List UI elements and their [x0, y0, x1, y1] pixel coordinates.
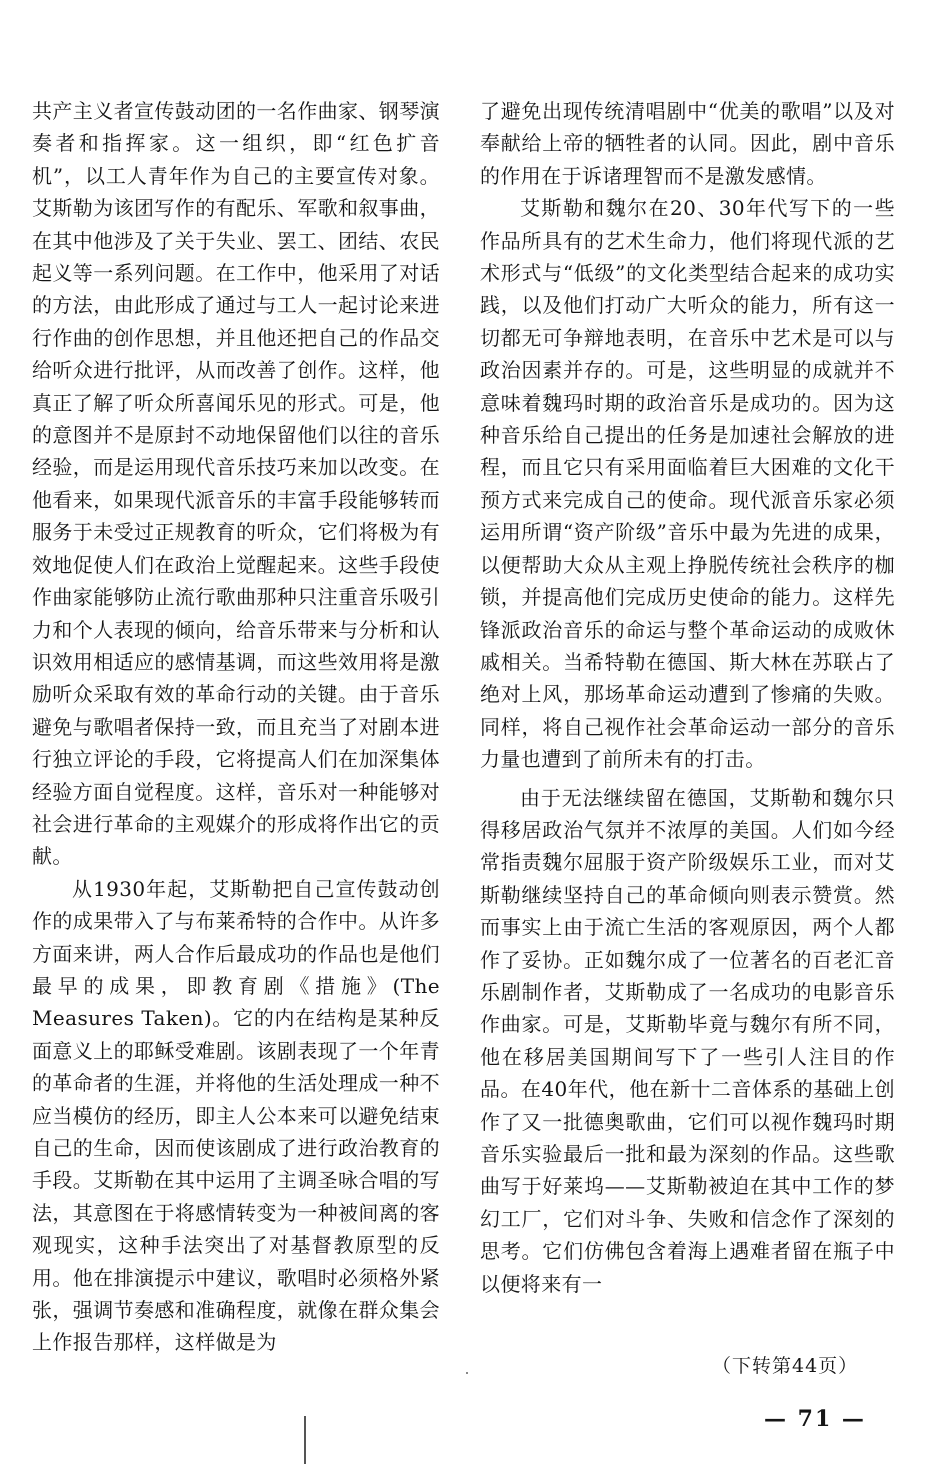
right-paragraph-2: 艾斯勒和魏尔在20、30年代写下的一些作品所具有的艺术生命力，他们将现代派的艺术形式与“低级”的文化类型结合起来的成功实践，以及他们打动广大听众的能力，所有这一切都无可争辩地表明，在音乐中艺术是可以与政治因素并存的。可是，这些明显的成就并不意味着魏玛时期的政治音乐是成功的。因为这种音乐给自己提出的任务是加速社会解放的进程，而且它只有采用面临着巨大困难的文化干预方式来完成自己的使命。现代派音乐家必须运用所谓“资产阶级”音乐中最为先进的成果，以便帮助大众从主观上挣脱传统社会秩序的枷锁，并提高他们完成历史使命的能力。这样先锋派政治音乐的命运与整个革命运动的成败休戚相关。当希特勒在德国、斯大林在苏联占了绝对上风，那场革命运动遭到了惨痛的失败。同样，将自己视作社会革命运动一部分的音乐力量也遭到了前所未有的打击。	[480, 196, 895, 772]
right-column	[480, 95, 895, 1300]
left-column	[32, 95, 440, 1359]
scan-mark	[304, 1416, 306, 1464]
page-number: — 71 —	[764, 1406, 866, 1432]
scan-speck	[466, 1372, 468, 1374]
continuation-note: （下转第44页）	[712, 1355, 859, 1377]
left-paragraph-1: 共产主义者宣传鼓动团的一名作曲家、钢琴演奏者和指挥家。这一组织，即“红色扩音机”，以工人青年作为自己的主要宣传对象。艾斯勒为该团写作的有配乐、军歌和叙事曲，在其中他涉及了关于失业、罢工、团结、农民起义等一系列问题。在工作中，他采用了对话的方法，由此形成了通过与工人一起讨论来进行作曲的创作思想，并且他还把自己的作品交给听众进行批评，从而改善了创作。这样，他真正了解了听众所喜闻乐见的形式。可是，他的意图并不是原封不动地保留他们以往的音乐经验，而是运用现代音乐技巧来加以改变。在他看来，如果现代派音乐的丰富手段能够转而服务于未受过正规教育的听众，它们将极为有效地促使人们在政治上觉醒起来。这些手段使作曲家能够防止流行歌曲那种只注重音乐吸引力和个人表现的倾向，给音乐带来与分析和认识效用相适应的感情基调，而这些效用将是激励听众采取有效的革命行动的关键。由于音乐避免与歌唱者保持一致，而且充当了对剧本进行独立评论的手段，它将提高人们在加深集体经验方面自觉程度。这样，音乐对一种能够对社会进行革命的主观媒介的形成将作出它的贡献。	[32, 99, 440, 869]
right-paragraph-3: 由于无法继续留在德国，艾斯勒和魏尔只得移居政治气氛并不浓厚的美国。人们如今经常指责魏尔屈服于资产阶级娱乐工业，而对艾斯勒继续坚持自己的革命倾向则表示赞赏。然而事实上由于流亡生活的客观原因，两个人都作了妥协。正如魏尔成了一位著名的百老汇音乐剧制作者，艾斯勒成了一名成功的电影音乐作曲家。可是，艾斯勒毕竟与魏尔有所不同，他在移居美国期间写下了一些引人注目的作品。在40年代，他在新十二音体系的基础上创作了又一批德奥歌曲，它们可以视作魏玛时期音乐实验最后一批和最为深刻的作品。这些歌曲写于好莱坞——艾斯勒被迫在其中工作的梦幻工厂，它们对斗争、失败和信念作了深刻的思考。它们仿佛包含着海上遇难者留在瓶子中以便将来有一	[480, 785, 895, 1296]
right-paragraph-1: 了避免出现传统清唱剧中“优美的歌唱”以及对奉献给上帝的牺牲者的认同。因此，剧中音乐的作用在于诉诸理智而不是激发感情。	[480, 99, 895, 188]
left-paragraph-2: 从1930年起，艾斯勒把自己宣传鼓动创作的成果带入了与布莱希特的合作中。从许多方面来讲，两人合作后最成功的作品也是他们最早的成果，即教育剧《措施》(The Measures Taken)。它的内在结构是某种反面意义上的耶稣受难剧。该剧表现了一个年青的革命者的生涯，并将他的生活处理成一种不应当模仿的经历，即主人公本来可以避免结束自己的生命，因而使该剧成了进行政治教育的手段。艾斯勒在其中运用了主调圣咏合唱的写法，其意图在于将感情转变为一种被间离的客观现实，这种手法突出了对基督教原型的反用。他在排演提示中建议，歌唱时必须格外紧张，强调节奏感和准确程度，就像在群众集会上作报告那样，这样做是为	[32, 876, 440, 1355]
